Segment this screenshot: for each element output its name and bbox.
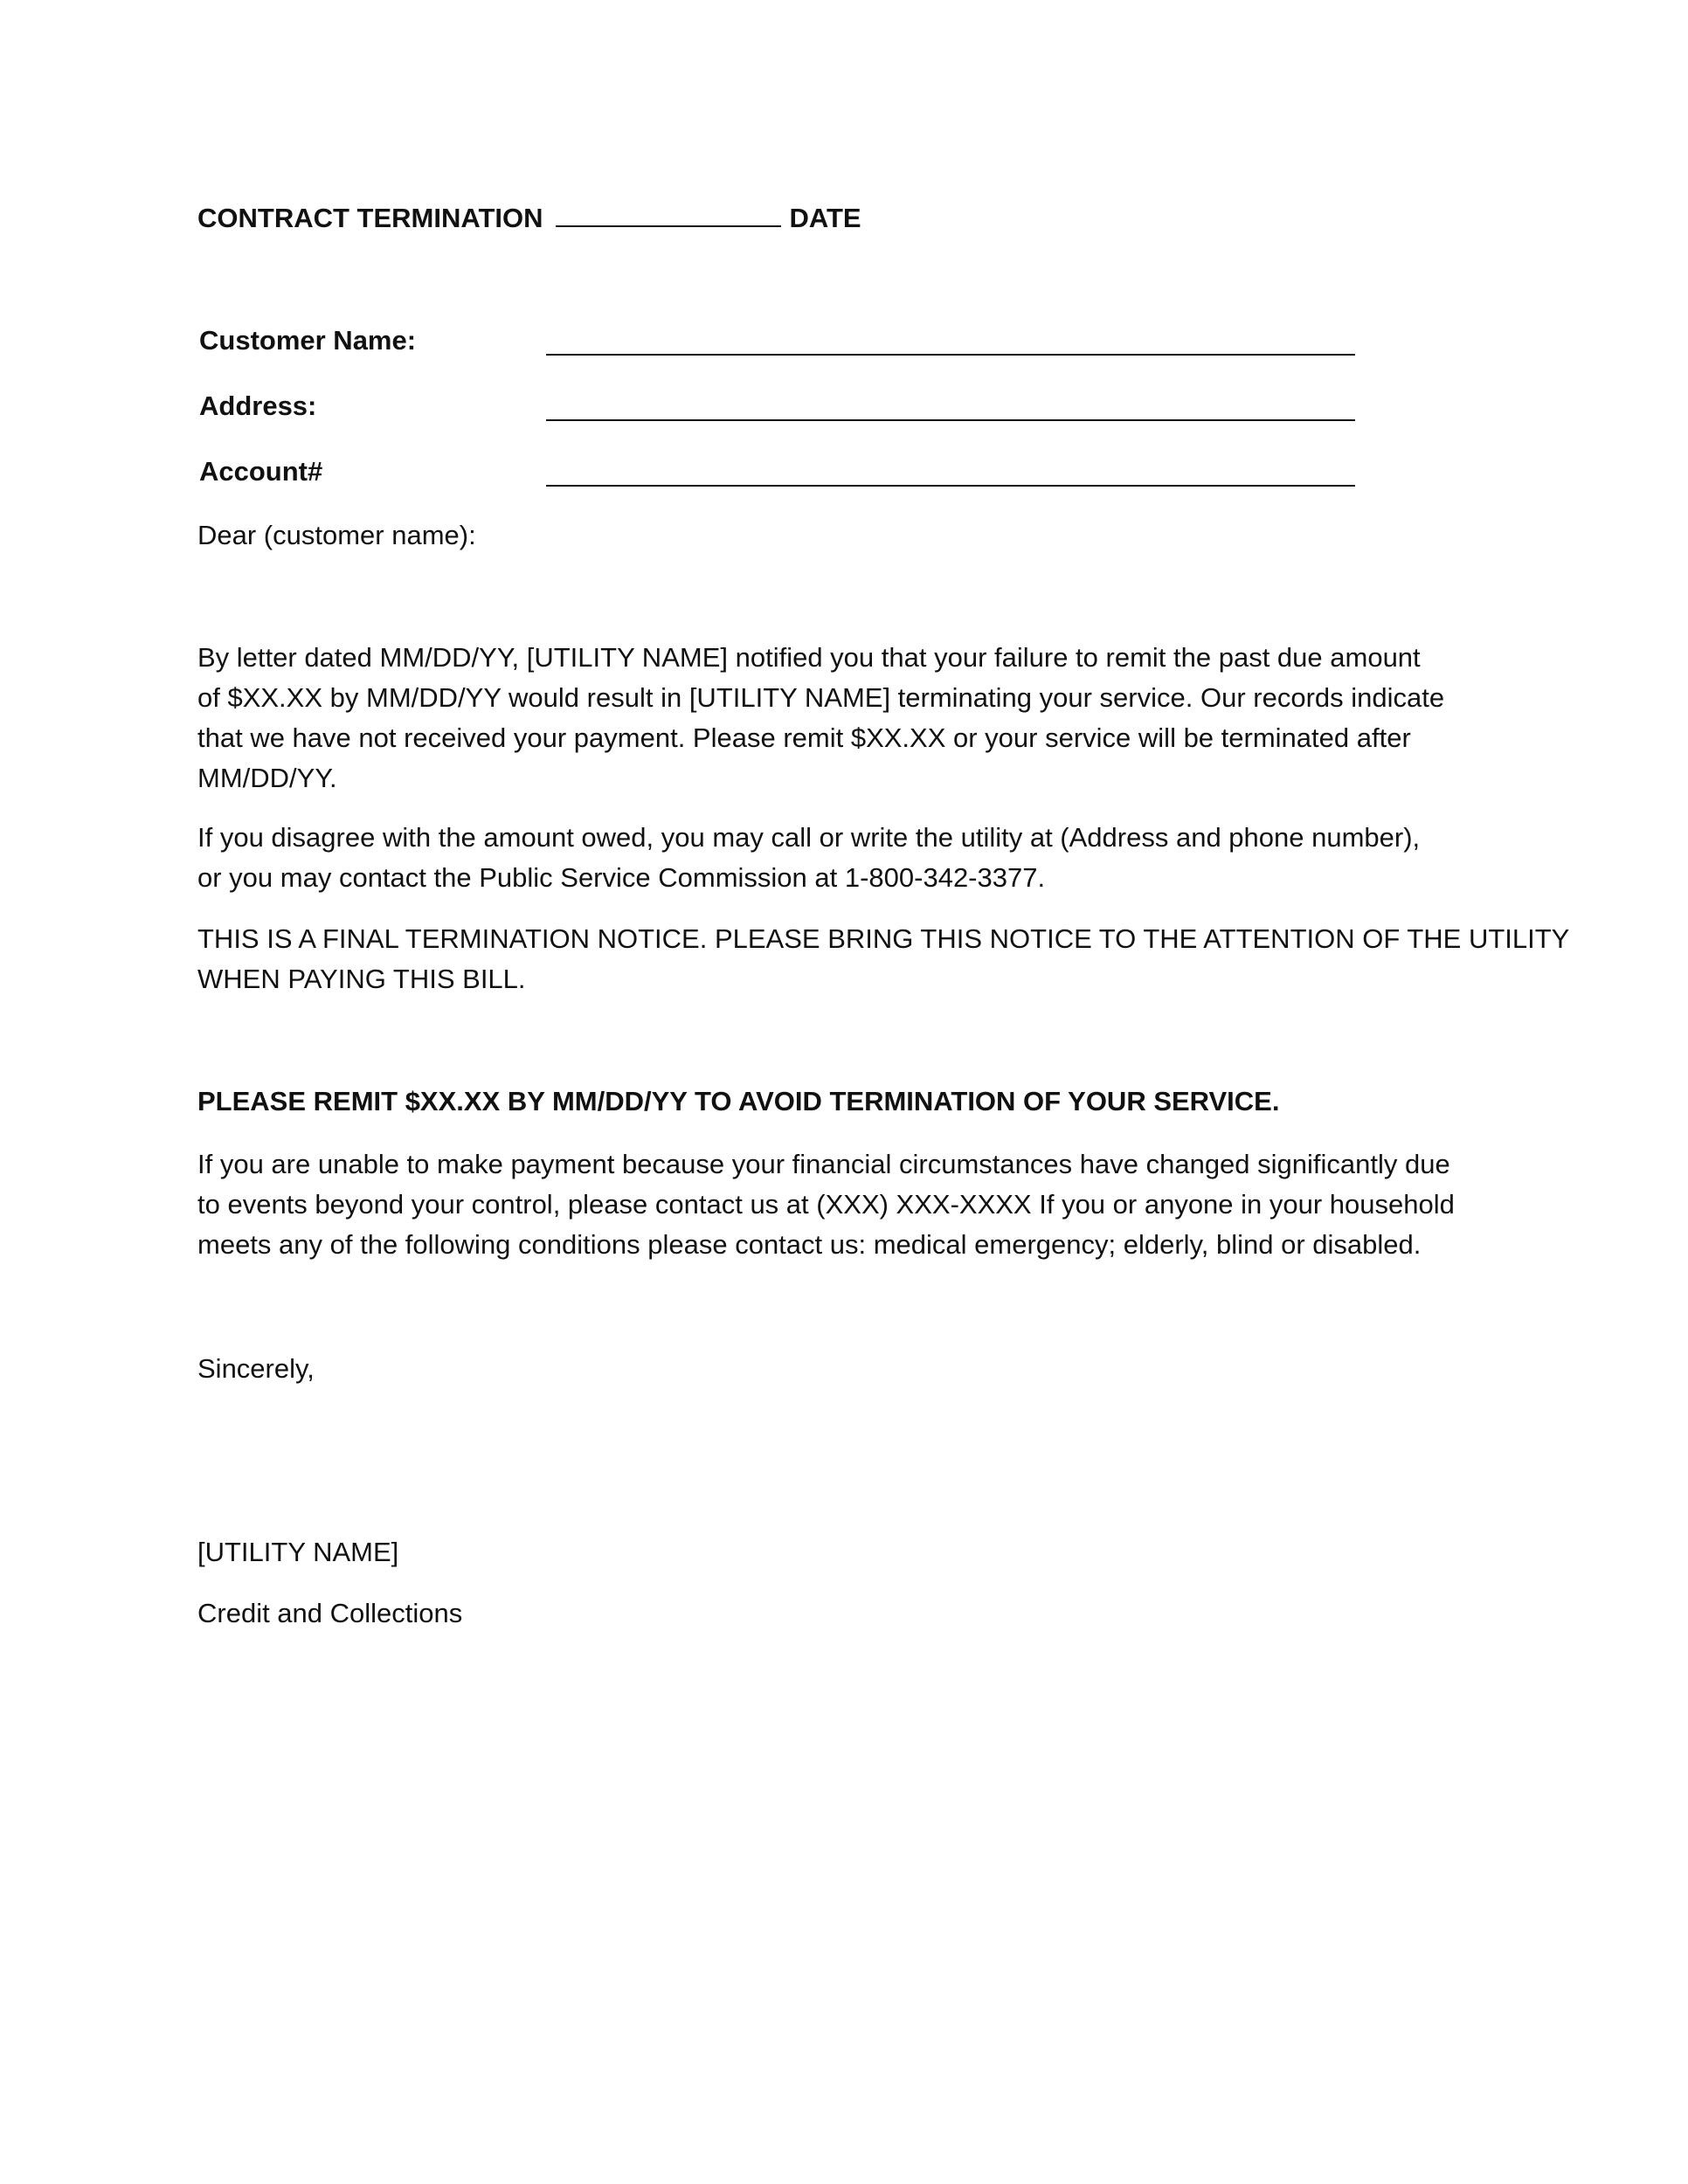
document-title (197, 199, 861, 236)
signature-name: [UTILITY NAME] (197, 1537, 399, 1567)
paragraph-line: THIS IS A FINAL TERMINATION NOTICE. PLEASE BRING THIS NOTICE TO THE ATTENTION OF THE UTILITY (197, 923, 1570, 954)
paragraph-line: meets any of the following conditions please contact us: medical emergency; elderly, blind or disabled. (197, 1229, 1422, 1260)
paragraph-line: or you may contact the Public Service Commission at 1-800-342-3377. (197, 862, 1046, 893)
salutation: Dear (customer name): (197, 520, 476, 550)
customer-name-line (546, 354, 1355, 356)
title-left: CONTRACT TERMINATION (197, 203, 543, 233)
paragraph-line: WHEN PAYING THIS BILL. (197, 964, 526, 994)
account-line (546, 485, 1355, 487)
signature-department: Credit and Collections (197, 1598, 463, 1628)
address-label: Address: (199, 390, 317, 421)
paragraph-final-notice (197, 919, 1570, 999)
paragraph-line: By letter dated MM/DD/YY, [UTILITY NAME] notified you that your failure to remit the past due amount (197, 642, 1421, 673)
closing: Sincerely, (197, 1353, 315, 1384)
account-label: Account# (199, 456, 323, 487)
paragraph-line: to events beyond your control, please contact us at (XXX) XXX-XXXX If you or anyone in your household (197, 1189, 1455, 1220)
title-right: DATE (789, 203, 861, 233)
paragraph-line: If you are unable to make payment because your financial circumstances have changed significantly due (197, 1149, 1450, 1179)
paragraph-line: If you disagree with the amount owed, you may call or write the utility at (Address and phone number), (197, 822, 1421, 853)
paragraph-hardship (197, 1144, 1491, 1265)
paragraph-line: of $XX.XX by MM/DD/YY would result in [UTILITY NAME] terminating your service. Our records indicate (197, 682, 1445, 713)
address-line (546, 419, 1355, 421)
date-blank-line (556, 199, 781, 227)
paragraph-line: MM/DD/YY. (197, 763, 337, 793)
paragraph-dispute (197, 818, 1491, 898)
remit-notice: PLEASE REMIT $XX.XX BY MM/DD/YY TO AVOID TERMINATION OF YOUR SERVICE. (197, 1086, 1280, 1116)
paragraph-past-due (197, 638, 1491, 798)
paragraph-line: that we have not received your payment. Please remit $XX.XX or your service will be terminated after (197, 722, 1411, 753)
customer-name-label: Customer Name: (199, 325, 417, 356)
